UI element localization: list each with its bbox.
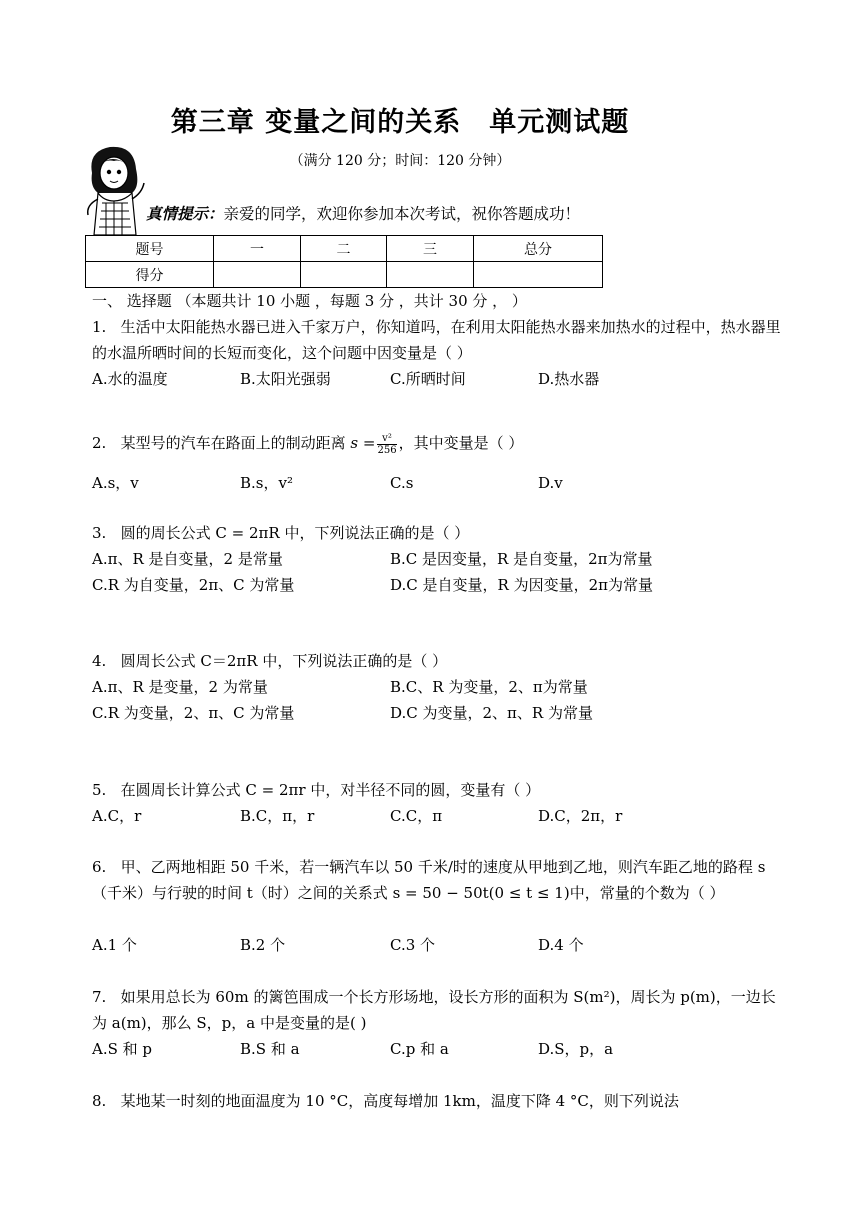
table-header-cell: 三 (387, 236, 474, 262)
options-row (92, 470, 792, 496)
table-header-cell: 二 (301, 236, 387, 262)
cartoon-girl-icon (84, 143, 146, 235)
question-text: 如果用总长为 60m 的篱笆围成一个长方形场地，设长方形的面积为 S(m²)，周长为 p(m)，一边长为 a(m)，那么 S，p，a 中是变量的是( ) (92, 988, 776, 1032)
question-number: 3. (92, 524, 107, 542)
question-text-after: ，其中变量是（ ） (398, 434, 524, 452)
question-8 (92, 1088, 782, 1114)
tip-label: 真情提示： (146, 205, 224, 223)
option-b[interactable]: B.太阳光强弱 (240, 370, 331, 388)
option-d[interactable]: D.4 个 (538, 936, 584, 954)
page-title: 第三章 变量之间的关系 单元测试题 (170, 107, 630, 138)
option-b[interactable]: B.2 个 (240, 936, 286, 954)
question-number: 5. (92, 781, 107, 799)
option-a[interactable]: A.C，r (92, 807, 142, 825)
option-a[interactable]: A.π、R 是自变量，2 是常量 (92, 550, 283, 568)
options-row (92, 932, 792, 958)
table-row (86, 262, 603, 288)
options-row (92, 700, 792, 726)
question-text: 在圆周长计算公式 C = 2πr 中，对半径不同的圆，变量有（ ） (120, 781, 541, 799)
question-4 (92, 648, 782, 674)
question-text: 某地某一时刻的地面温度为 10 °C，高度每增加 1km，温度下降 4 °C，则下列说法 (120, 1092, 679, 1110)
option-c[interactable]: C.s (390, 474, 414, 492)
question-text: 圆的周长公式 C = 2πR 中，下列说法正确的是（ ） (120, 524, 470, 542)
option-c[interactable]: C.R 为变量，2、π、C 为常量 (92, 704, 295, 722)
question-number: 1. (92, 318, 107, 336)
option-a[interactable]: A.s，v (92, 474, 139, 492)
option-b[interactable]: B.C、R 为变量，2、π为常量 (390, 678, 588, 696)
option-d[interactable]: D.C 是自变量，R 为因变量，2π为常量 (390, 576, 653, 594)
score-cell[interactable] (214, 262, 301, 288)
question-text: 圆周长公式 C＝2πR 中，下列说法正确的是（ ） (120, 652, 448, 670)
table-row (86, 236, 603, 262)
question-text: 某型号的汽车在路面上的制动距离 (120, 434, 346, 452)
options-row (92, 366, 792, 392)
question-number: 2. (92, 434, 107, 452)
option-a[interactable]: A.π、R 是变量，2 为常量 (92, 678, 268, 696)
option-c[interactable]: C.p 和 a (390, 1040, 449, 1058)
option-c[interactable]: C.所晒时间 (390, 370, 466, 388)
table-header-cell: 总分 (474, 236, 603, 262)
option-c[interactable]: C.C，π (390, 807, 443, 825)
option-d[interactable]: D.热水器 (538, 370, 600, 388)
options-row (92, 546, 792, 572)
option-d[interactable]: D.S，p，a (538, 1040, 614, 1058)
options-row (92, 572, 792, 598)
question-7 (92, 984, 782, 1036)
question-number: 6. (92, 858, 107, 876)
question-number: 8. (92, 1092, 107, 1110)
question-number: 4. (92, 652, 107, 670)
question-text: 生活中太阳能热水器已进入千家万户，你知道吗，在利用太阳能热水器来加热水的过程中，热水器里的水温所晒时间的长短而变化，这个问题中因变量是（ ） (92, 318, 781, 362)
option-a[interactable]: A.水的温度 (92, 370, 168, 388)
fraction-denominator: 256 (377, 444, 397, 456)
option-c[interactable]: C.R 为自变量，2π、C 为常量 (92, 576, 295, 594)
option-a[interactable]: A.1 个 (92, 936, 137, 954)
options-row (92, 674, 792, 700)
formula-lhs: s = (350, 434, 376, 452)
question-5 (92, 777, 782, 803)
option-b[interactable]: B.C 是因变量，R 是自变量，2π为常量 (390, 550, 653, 568)
option-c[interactable]: C.3 个 (390, 936, 436, 954)
options-row (92, 1036, 792, 1062)
score-cell[interactable] (387, 262, 474, 288)
score-table (85, 235, 603, 288)
option-d[interactable]: D.v (538, 474, 563, 492)
option-b[interactable]: B.s，v² (240, 474, 293, 492)
formula-fraction (377, 433, 396, 456)
score-cell[interactable] (474, 262, 603, 288)
option-d[interactable]: D.C，2π，r (538, 807, 623, 825)
table-row-label: 得分 (86, 262, 214, 288)
tip-text: 亲爱的同学，欢迎你参加本次考试，祝你答题成功！ (223, 205, 581, 223)
option-b[interactable]: B.C，π，r (240, 807, 315, 825)
tip-line (146, 202, 580, 224)
section-heading: 一、 选择题 （本题共计 10 小题 ，每题 3 分 ，共计 30 分 ， ） (92, 292, 527, 310)
fraction-numerator: v² (377, 433, 396, 445)
option-a[interactable]: A.S 和 p (92, 1040, 153, 1058)
question-1 (92, 314, 782, 366)
question-2 (92, 430, 782, 456)
question-3 (92, 520, 782, 546)
question-text: 甲、乙两地相距 50 千米，若一辆汽车以 50 千米/时的速度从甲地到乙地，则汽车距乙地的路程 s（千米）与行驶的时间 t（时）之间的关系式 s = 50 − 50t(0 ≤ t ≤ 1)中，常量的个数为（ ） (92, 858, 766, 902)
page-subtitle: （满分 120 分；时间：120 分钟） (289, 153, 511, 169)
question-6 (92, 854, 782, 906)
score-cell[interactable] (301, 262, 387, 288)
table-header-cell: 一 (214, 236, 301, 262)
table-header-cell: 题号 (86, 236, 214, 262)
options-row (92, 803, 792, 829)
option-d[interactable]: D.C 为变量，2、π、R 为常量 (390, 704, 593, 722)
option-b[interactable]: B.S 和 a (240, 1040, 300, 1058)
question-number: 7. (92, 988, 107, 1006)
